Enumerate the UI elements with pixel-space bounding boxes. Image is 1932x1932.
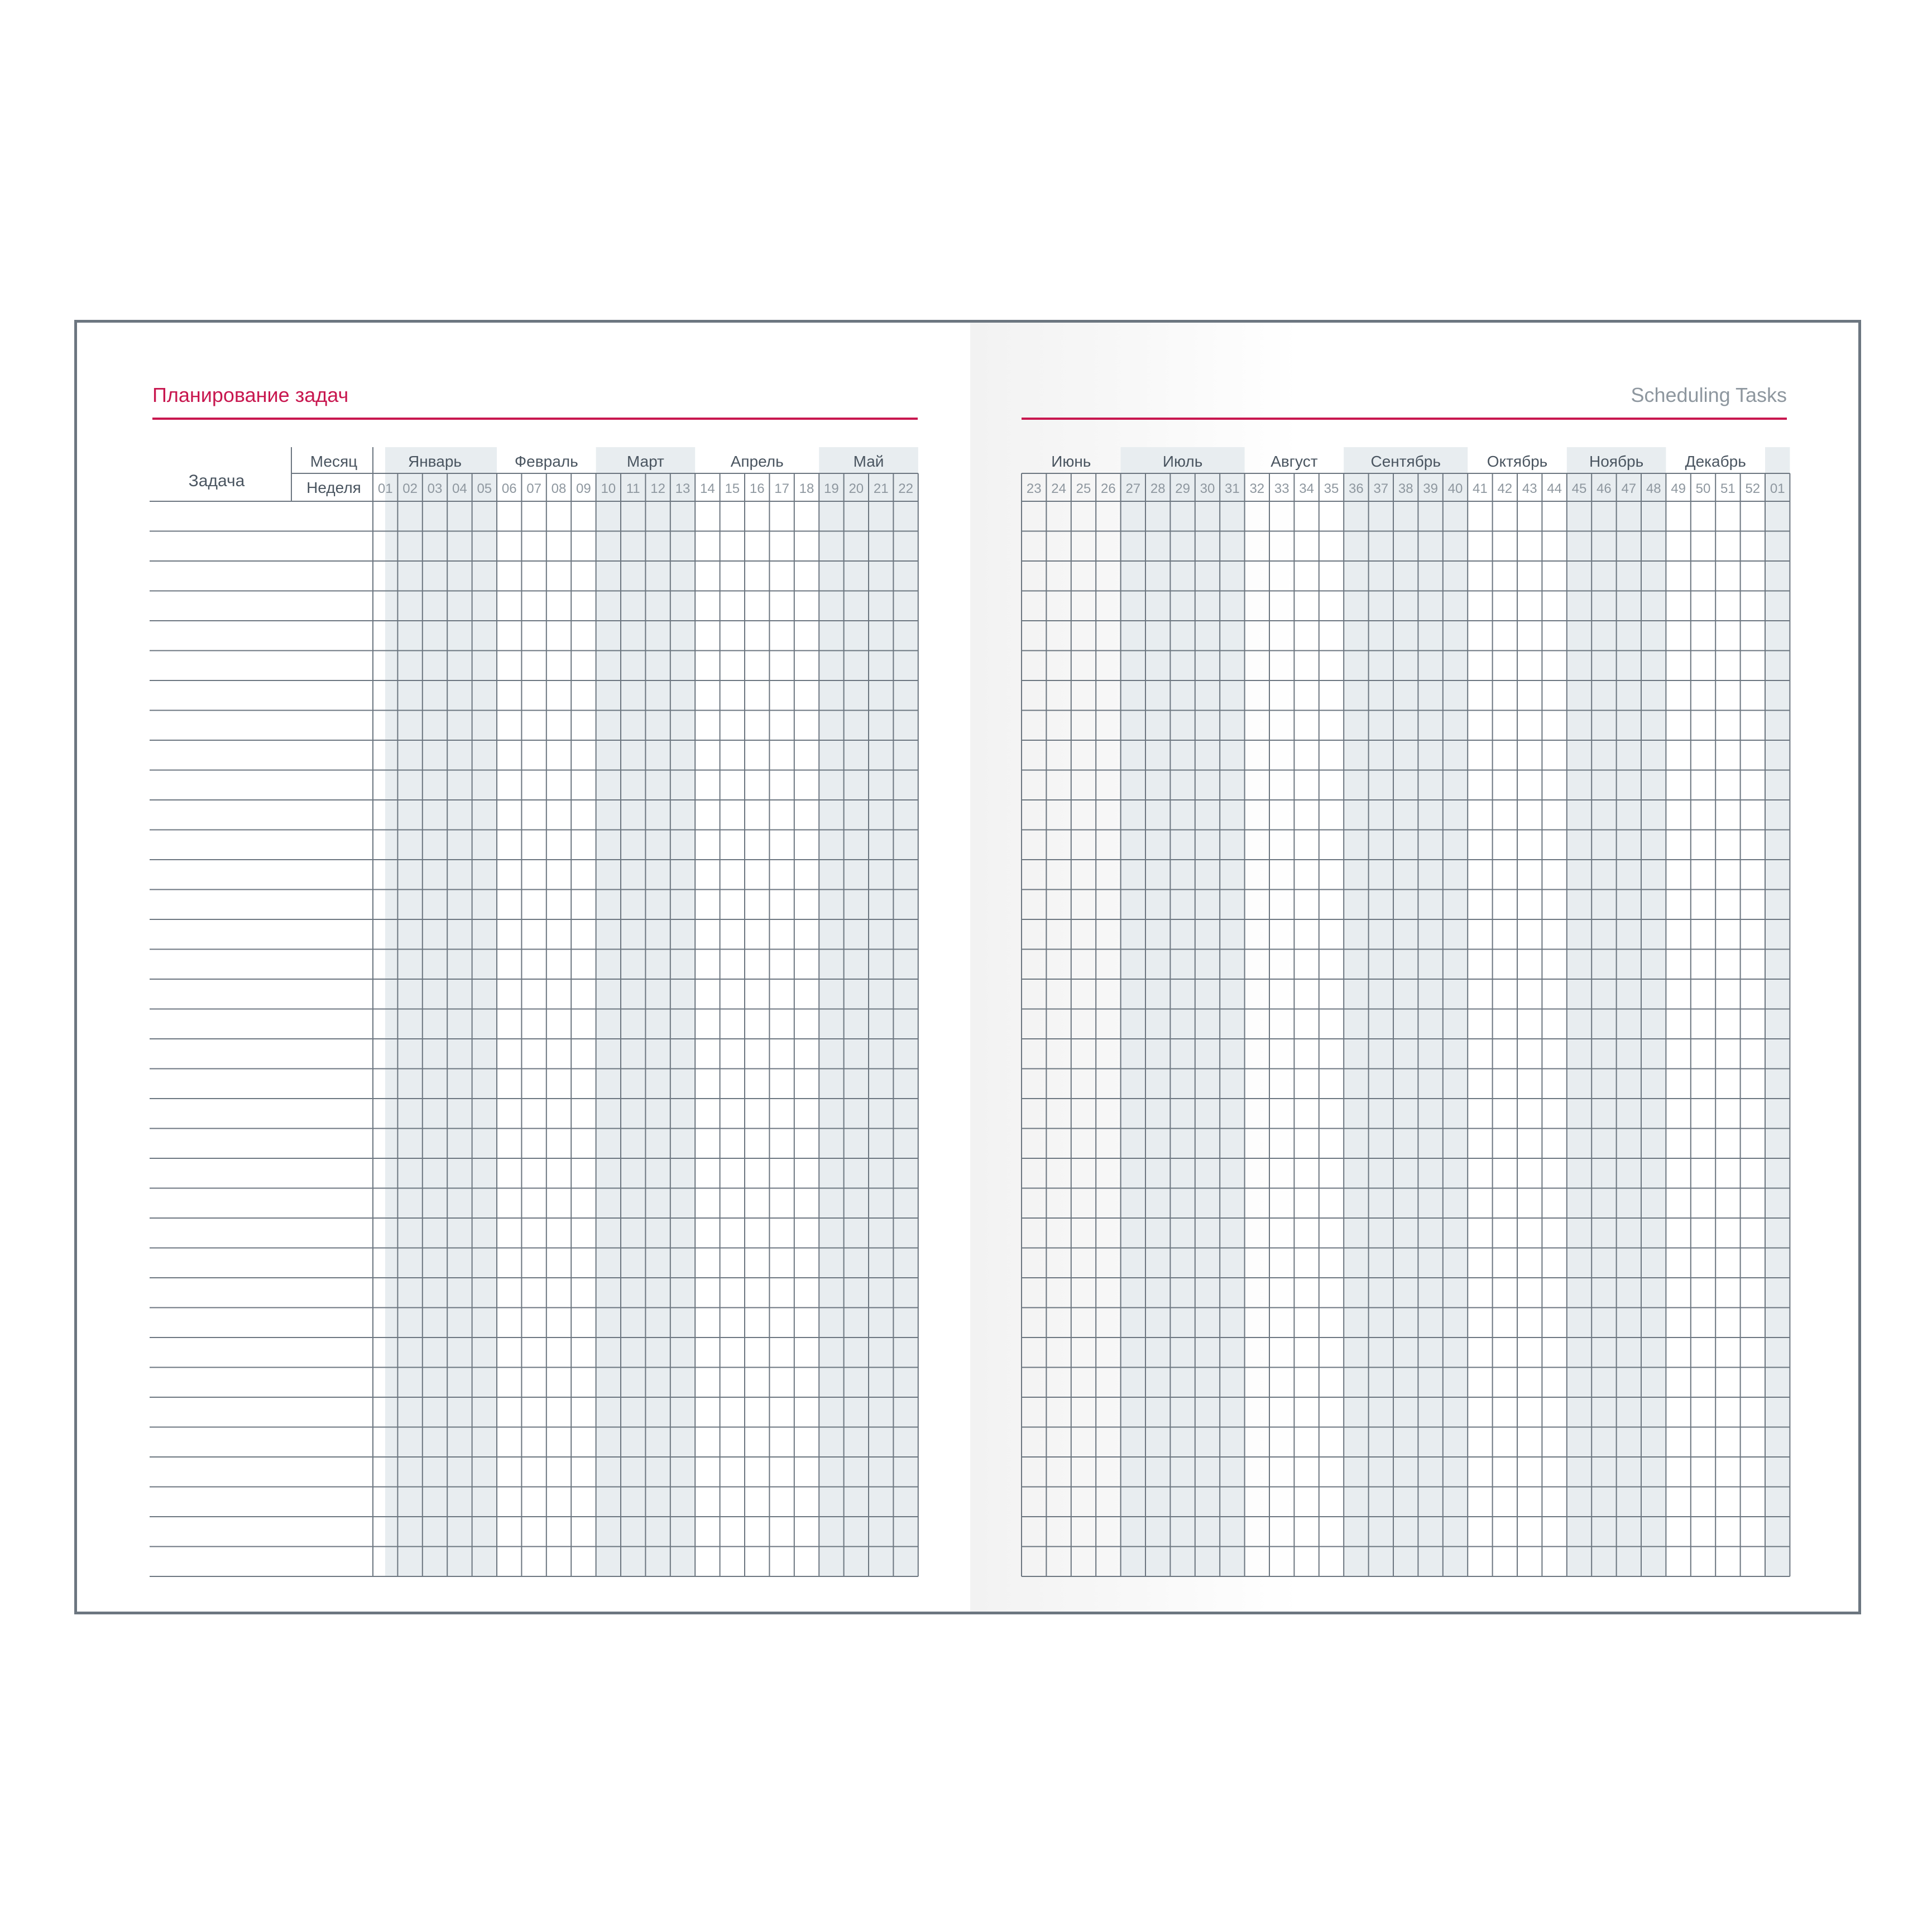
week-number: 19: [824, 481, 839, 496]
week-number: 38: [1398, 481, 1413, 496]
week-number: 34: [1299, 481, 1314, 496]
month-shade: [1344, 447, 1468, 1576]
week-number: 31: [1225, 481, 1240, 496]
week-number: 43: [1522, 481, 1537, 496]
week-number: 15: [725, 481, 740, 496]
week-number: 32: [1249, 481, 1265, 496]
week-number: 51: [1720, 481, 1736, 496]
week-number: 42: [1497, 481, 1513, 496]
week-number: 25: [1076, 481, 1091, 496]
month-label: Октябрь: [1487, 453, 1548, 470]
week-number: 52: [1745, 481, 1761, 496]
week-number: 24: [1051, 481, 1066, 496]
month-label: Сентябрь: [1370, 453, 1441, 470]
week-number: 03: [427, 481, 443, 496]
week-number: 50: [1695, 481, 1711, 496]
week-number: 10: [601, 481, 616, 496]
month-label: Март: [626, 453, 664, 470]
week-number: 04: [452, 481, 467, 496]
month-shade: [1121, 447, 1245, 1576]
month-label: Май: [853, 453, 884, 470]
week-number: 48: [1646, 481, 1661, 496]
week-number: 40: [1447, 481, 1463, 496]
week-number: 47: [1621, 481, 1637, 496]
month-label: Июнь: [1051, 453, 1091, 470]
week-number: 16: [749, 481, 765, 496]
week-number: 37: [1373, 481, 1389, 496]
week-number: 21: [873, 481, 889, 496]
week-number: 49: [1671, 481, 1686, 496]
week-number: 28: [1150, 481, 1166, 496]
week-number: 14: [700, 481, 715, 496]
task-column-header: Задача: [188, 472, 245, 490]
week-number: 20: [848, 481, 864, 496]
month-row-label: Месяц: [310, 453, 358, 470]
week-number: 46: [1597, 481, 1612, 496]
page-title-right: Scheduling Tasks: [1631, 383, 1787, 406]
week-number: 36: [1349, 481, 1364, 496]
week-number: 01: [1770, 481, 1785, 496]
month-label: Февраль: [514, 453, 578, 470]
week-number: 45: [1571, 481, 1587, 496]
week-number: 18: [799, 481, 814, 496]
month-label: Август: [1271, 453, 1318, 470]
schedule-grid-right: [77, 323, 1858, 1612]
week-number: 26: [1101, 481, 1116, 496]
week-number: 01: [377, 481, 393, 496]
planner-spread: [74, 320, 1861, 1614]
month-label: Январь: [408, 453, 462, 470]
week-number: 06: [501, 481, 517, 496]
week-number: 07: [526, 481, 541, 496]
month-label: Декабрь: [1685, 453, 1746, 470]
week-number: 11: [626, 481, 640, 496]
week-number: 27: [1125, 481, 1141, 496]
week-number: 08: [551, 481, 567, 496]
week-number: 22: [898, 481, 913, 496]
page-title-left: Планирование задач: [152, 383, 349, 406]
month-label: Ноябрь: [1589, 453, 1644, 470]
week-number: 35: [1324, 481, 1339, 496]
week-number: 05: [477, 481, 492, 496]
month-shade: [1765, 447, 1790, 1576]
week-number: 30: [1200, 481, 1215, 496]
week-number: 13: [675, 481, 691, 496]
week-number: 41: [1473, 481, 1488, 496]
week-number: 09: [576, 481, 591, 496]
week-number: 12: [650, 481, 665, 496]
week-number: 17: [774, 481, 789, 496]
week-number: 39: [1423, 481, 1438, 496]
week-number: 44: [1547, 481, 1562, 496]
week-row-label: Неделя: [306, 479, 361, 496]
week-number: 23: [1026, 481, 1042, 496]
week-number: 29: [1175, 481, 1190, 496]
week-number: 02: [402, 481, 418, 496]
month-label: Апрель: [730, 453, 784, 470]
week-number: 33: [1274, 481, 1289, 496]
month-label: Июль: [1162, 453, 1203, 470]
